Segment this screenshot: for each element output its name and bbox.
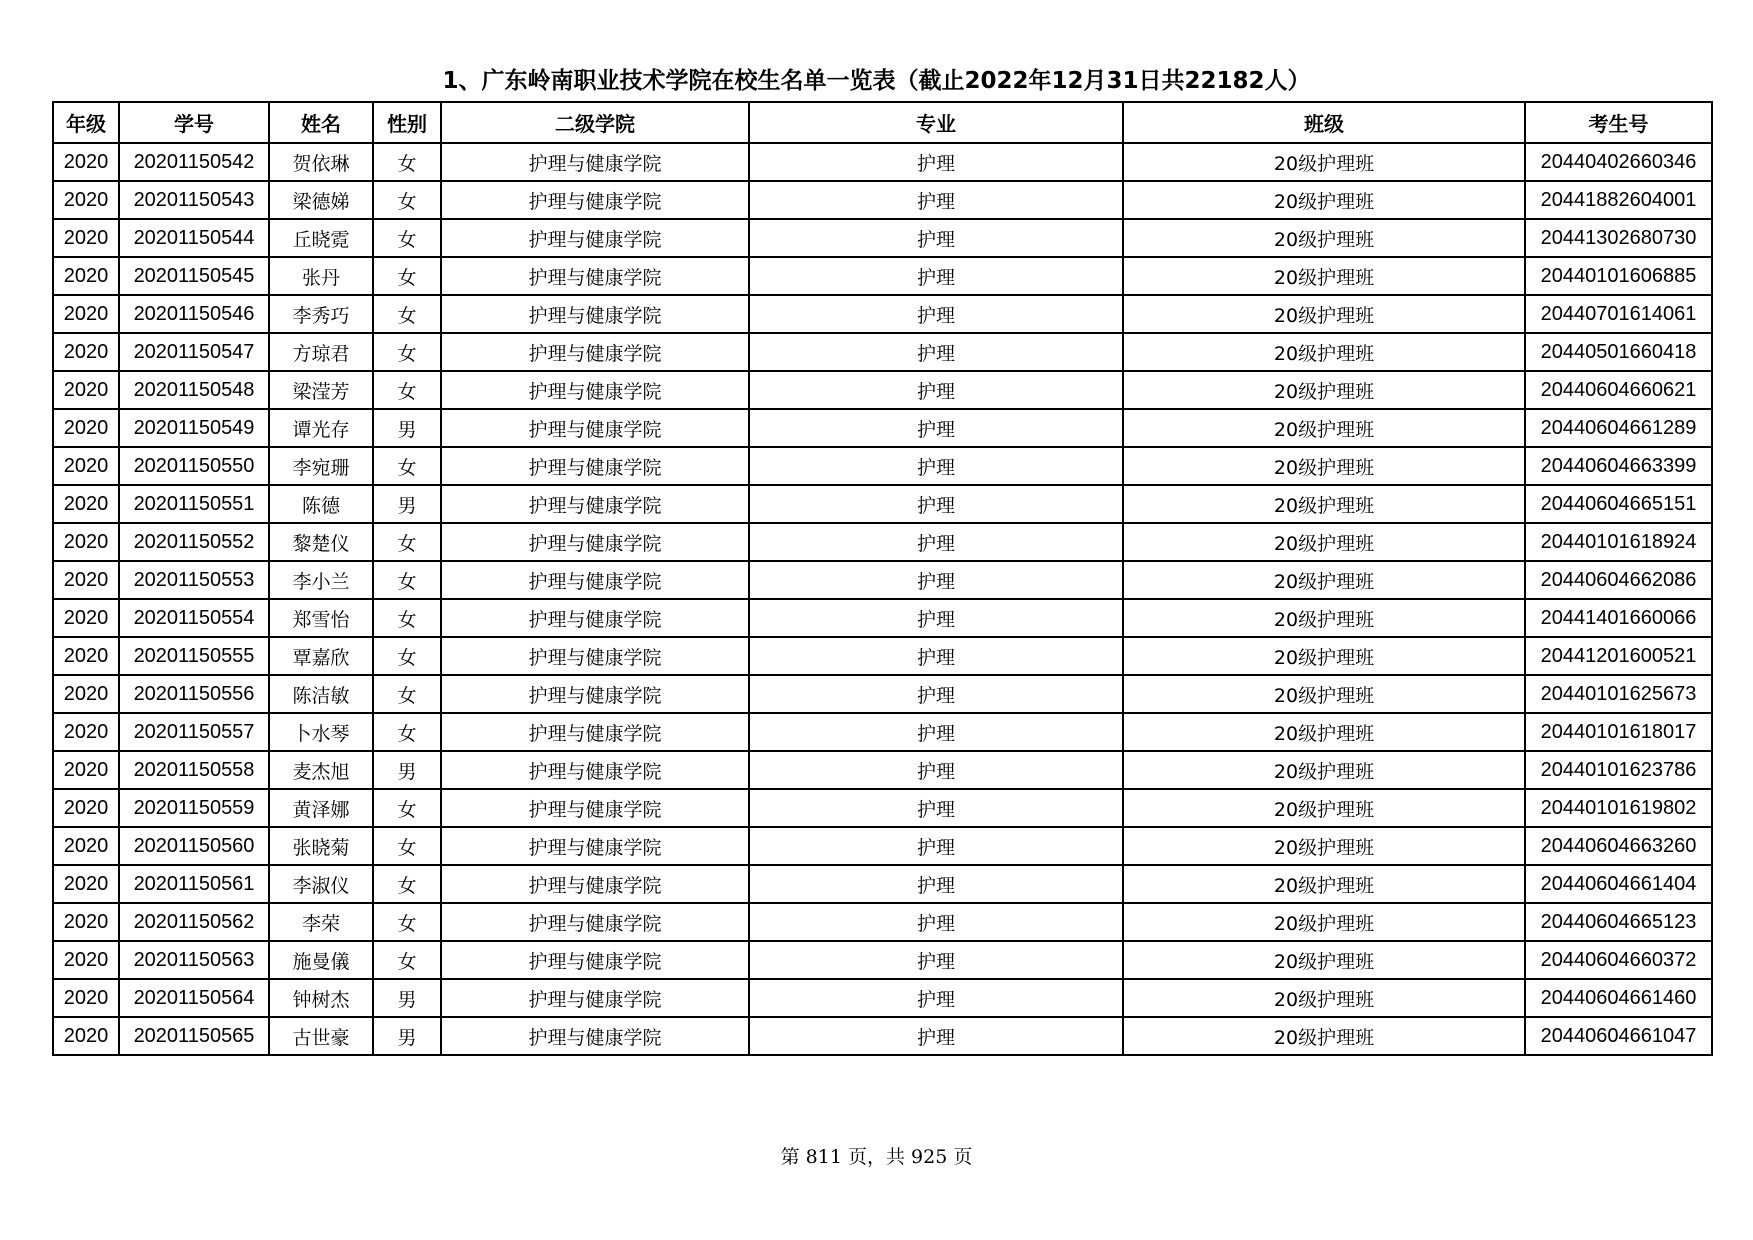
name-cell: 卜水琴 (269, 713, 373, 751)
grade-cell: 2020 (53, 751, 119, 789)
gender-cell: 女 (373, 941, 441, 979)
name-cell: 黎楚仪 (269, 523, 373, 561)
major-cell: 护理 (749, 561, 1123, 599)
gender-cell: 女 (373, 827, 441, 865)
gender-cell: 女 (373, 637, 441, 675)
name-cell: 梁德娣 (269, 181, 373, 219)
grade-cell: 2020 (53, 865, 119, 903)
table-row (53, 409, 1712, 447)
class-cell: 20级护理班 (1123, 371, 1525, 409)
name-cell: 郑雪怡 (269, 599, 373, 637)
grade-cell: 2020 (53, 485, 119, 523)
exam-id-cell: 20441201600521 (1525, 637, 1712, 675)
name-cell: 李淑仪 (269, 865, 373, 903)
class-cell: 20级护理班 (1123, 333, 1525, 371)
student-id-cell: 20201150553 (119, 561, 269, 599)
college-cell: 护理与健康学院 (441, 257, 749, 295)
name-cell: 陈洁敏 (269, 675, 373, 713)
major-cell: 护理 (749, 181, 1123, 219)
college-cell: 护理与健康学院 (441, 143, 749, 181)
major-cell: 护理 (749, 447, 1123, 485)
student-id-cell: 20201150552 (119, 523, 269, 561)
gender-cell: 女 (373, 257, 441, 295)
exam-id-cell: 20440101618924 (1525, 523, 1712, 561)
grade-cell: 2020 (53, 181, 119, 219)
exam-id-cell: 20440604663260 (1525, 827, 1712, 865)
name-cell: 施曼儀 (269, 941, 373, 979)
class-cell: 20级护理班 (1123, 637, 1525, 675)
grade-cell: 2020 (53, 447, 119, 485)
class-cell: 20级护理班 (1123, 1017, 1525, 1055)
grade-cell: 2020 (53, 675, 119, 713)
exam-id-cell: 20441302680730 (1525, 219, 1712, 257)
student-id-cell: 20201150560 (119, 827, 269, 865)
table-row (53, 1017, 1712, 1055)
name-cell: 梁滢芳 (269, 371, 373, 409)
class-cell: 20级护理班 (1123, 181, 1525, 219)
table-row (53, 827, 1712, 865)
exam-id-cell: 20440101623786 (1525, 751, 1712, 789)
student-id-cell: 20201150559 (119, 789, 269, 827)
exam-id-cell: 20440604660621 (1525, 371, 1712, 409)
grade-cell: 2020 (53, 143, 119, 181)
gender-cell: 女 (373, 371, 441, 409)
student-id-cell: 20201150557 (119, 713, 269, 751)
class-cell: 20级护理班 (1123, 257, 1525, 295)
college-cell: 护理与健康学院 (441, 599, 749, 637)
student-id-cell: 20201150544 (119, 219, 269, 257)
class-cell: 20级护理班 (1123, 675, 1525, 713)
name-cell: 陈德 (269, 485, 373, 523)
gender-cell: 男 (373, 485, 441, 523)
student-id-cell: 20201150558 (119, 751, 269, 789)
college-cell: 护理与健康学院 (441, 713, 749, 751)
table-row (53, 447, 1712, 485)
college-cell: 护理与健康学院 (441, 181, 749, 219)
exam-id-cell: 20440604661404 (1525, 865, 1712, 903)
gender-cell: 男 (373, 979, 441, 1017)
table-header-row (53, 102, 1712, 143)
name-cell: 李秀巧 (269, 295, 373, 333)
college-cell: 护理与健康学院 (441, 485, 749, 523)
class-cell: 20级护理班 (1123, 789, 1525, 827)
college-cell: 护理与健康学院 (441, 561, 749, 599)
table-row (53, 713, 1712, 751)
class-cell: 20级护理班 (1123, 713, 1525, 751)
student-id-cell: 20201150555 (119, 637, 269, 675)
class-cell: 20级护理班 (1123, 827, 1525, 865)
student-id-cell: 20201150562 (119, 903, 269, 941)
grade-cell: 2020 (53, 941, 119, 979)
name-cell: 李小兰 (269, 561, 373, 599)
grade-cell: 2020 (53, 789, 119, 827)
exam-id-cell: 20441401660066 (1525, 599, 1712, 637)
table-row (53, 181, 1712, 219)
exam-id-cell: 20441882604001 (1525, 181, 1712, 219)
page-title: 1、广东岭南职业技术学院在校生名单一览表（截止2022年12月31日共22182人） (442, 68, 1311, 94)
gender-cell: 女 (373, 713, 441, 751)
table-row (53, 903, 1712, 941)
major-cell: 护理 (749, 257, 1123, 295)
grade-cell: 2020 (53, 599, 119, 637)
table-row (53, 941, 1712, 979)
gender-cell: 女 (373, 219, 441, 257)
exam-id-cell: 20440501660418 (1525, 333, 1712, 371)
student-id-cell: 20201150543 (119, 181, 269, 219)
table-row (53, 143, 1712, 181)
table-row (53, 295, 1712, 333)
column-header-class: 班级 (1123, 102, 1525, 143)
class-cell: 20级护理班 (1123, 751, 1525, 789)
class-cell: 20级护理班 (1123, 865, 1525, 903)
major-cell: 护理 (749, 751, 1123, 789)
major-cell: 护理 (749, 333, 1123, 371)
table-row (53, 675, 1712, 713)
gender-cell: 女 (373, 903, 441, 941)
column-header-major: 专业 (749, 102, 1123, 143)
class-cell: 20级护理班 (1123, 599, 1525, 637)
page-footer: 第 811 页，共 925 页 (780, 1146, 973, 1168)
student-id-cell: 20201150554 (119, 599, 269, 637)
column-header-gender: 性别 (373, 102, 441, 143)
gender-cell: 女 (373, 789, 441, 827)
column-header-student-id: 学号 (119, 102, 269, 143)
table-row (53, 371, 1712, 409)
student-id-cell: 20201150561 (119, 865, 269, 903)
gender-cell: 女 (373, 561, 441, 599)
name-cell: 丘晓霓 (269, 219, 373, 257)
name-cell: 方琼君 (269, 333, 373, 371)
exam-id-cell: 20440604661047 (1525, 1017, 1712, 1055)
exam-id-cell: 20440402660346 (1525, 143, 1712, 181)
exam-id-cell: 20440604661460 (1525, 979, 1712, 1017)
major-cell: 护理 (749, 409, 1123, 447)
gender-cell: 男 (373, 751, 441, 789)
grade-cell: 2020 (53, 1017, 119, 1055)
major-cell: 护理 (749, 371, 1123, 409)
table-row (53, 523, 1712, 561)
major-cell: 护理 (749, 523, 1123, 561)
table-row (53, 979, 1712, 1017)
exam-id-cell: 20440604665151 (1525, 485, 1712, 523)
college-cell: 护理与健康学院 (441, 789, 749, 827)
gender-cell: 女 (373, 523, 441, 561)
college-cell: 护理与健康学院 (441, 675, 749, 713)
table-row (53, 599, 1712, 637)
table-row (53, 485, 1712, 523)
exam-id-cell: 20440604660372 (1525, 941, 1712, 979)
name-cell: 李荣 (269, 903, 373, 941)
major-cell: 护理 (749, 1017, 1123, 1055)
student-id-cell: 20201150549 (119, 409, 269, 447)
student-id-cell: 20201150547 (119, 333, 269, 371)
table-row (53, 561, 1712, 599)
student-id-cell: 20201150564 (119, 979, 269, 1017)
major-cell: 护理 (749, 637, 1123, 675)
column-header-college: 二级学院 (441, 102, 749, 143)
college-cell: 护理与健康学院 (441, 295, 749, 333)
column-header-exam-id: 考生号 (1525, 102, 1712, 143)
class-cell: 20级护理班 (1123, 903, 1525, 941)
table-row (53, 333, 1712, 371)
major-cell: 护理 (749, 485, 1123, 523)
college-cell: 护理与健康学院 (441, 409, 749, 447)
grade-cell: 2020 (53, 903, 119, 941)
exam-id-cell: 20440604665123 (1525, 903, 1712, 941)
grade-cell: 2020 (53, 409, 119, 447)
table-row (53, 865, 1712, 903)
exam-id-cell: 20440604661289 (1525, 409, 1712, 447)
class-cell: 20级护理班 (1123, 523, 1525, 561)
student-id-cell: 20201150542 (119, 143, 269, 181)
exam-id-cell: 20440101619802 (1525, 789, 1712, 827)
grade-cell: 2020 (53, 827, 119, 865)
name-cell: 李宛珊 (269, 447, 373, 485)
major-cell: 护理 (749, 903, 1123, 941)
class-cell: 20级护理班 (1123, 561, 1525, 599)
exam-id-cell: 20440101606885 (1525, 257, 1712, 295)
grade-cell: 2020 (53, 295, 119, 333)
major-cell: 护理 (749, 827, 1123, 865)
exam-id-cell: 20440604662086 (1525, 561, 1712, 599)
grade-cell: 2020 (53, 561, 119, 599)
major-cell: 护理 (749, 599, 1123, 637)
gender-cell: 女 (373, 599, 441, 637)
student-roster-table (52, 101, 1713, 1056)
grade-cell: 2020 (53, 219, 119, 257)
college-cell: 护理与健康学院 (441, 865, 749, 903)
name-cell: 麦杰旭 (269, 751, 373, 789)
exam-id-cell: 20440101618017 (1525, 713, 1712, 751)
major-cell: 护理 (749, 979, 1123, 1017)
student-id-cell: 20201150546 (119, 295, 269, 333)
college-cell: 护理与健康学院 (441, 751, 749, 789)
column-header-grade: 年级 (53, 102, 119, 143)
table-body (53, 143, 1712, 1055)
column-header-name: 姓名 (269, 102, 373, 143)
name-cell: 覃嘉欣 (269, 637, 373, 675)
major-cell: 护理 (749, 789, 1123, 827)
name-cell: 张晓菊 (269, 827, 373, 865)
grade-cell: 2020 (53, 979, 119, 1017)
gender-cell: 女 (373, 675, 441, 713)
major-cell: 护理 (749, 675, 1123, 713)
grade-cell: 2020 (53, 523, 119, 561)
class-cell: 20级护理班 (1123, 979, 1525, 1017)
major-cell: 护理 (749, 295, 1123, 333)
college-cell: 护理与健康学院 (441, 827, 749, 865)
gender-cell: 女 (373, 447, 441, 485)
college-cell: 护理与健康学院 (441, 523, 749, 561)
student-id-cell: 20201150565 (119, 1017, 269, 1055)
college-cell: 护理与健康学院 (441, 1017, 749, 1055)
grade-cell: 2020 (53, 257, 119, 295)
student-id-cell: 20201150556 (119, 675, 269, 713)
table-row (53, 257, 1712, 295)
major-cell: 护理 (749, 143, 1123, 181)
gender-cell: 男 (373, 409, 441, 447)
major-cell: 护理 (749, 941, 1123, 979)
grade-cell: 2020 (53, 333, 119, 371)
college-cell: 护理与健康学院 (441, 447, 749, 485)
college-cell: 护理与健康学院 (441, 637, 749, 675)
college-cell: 护理与健康学院 (441, 219, 749, 257)
college-cell: 护理与健康学院 (441, 979, 749, 1017)
student-id-cell: 20201150548 (119, 371, 269, 409)
college-cell: 护理与健康学院 (441, 903, 749, 941)
name-cell: 贺依琳 (269, 143, 373, 181)
gender-cell: 男 (373, 1017, 441, 1055)
grade-cell: 2020 (53, 371, 119, 409)
gender-cell: 女 (373, 295, 441, 333)
name-cell: 张丹 (269, 257, 373, 295)
name-cell: 钟树杰 (269, 979, 373, 1017)
college-cell: 护理与健康学院 (441, 371, 749, 409)
student-id-cell: 20201150563 (119, 941, 269, 979)
grade-cell: 2020 (53, 637, 119, 675)
name-cell: 古世豪 (269, 1017, 373, 1055)
table-row (53, 789, 1712, 827)
class-cell: 20级护理班 (1123, 485, 1525, 523)
gender-cell: 女 (373, 143, 441, 181)
class-cell: 20级护理班 (1123, 447, 1525, 485)
table-row (53, 751, 1712, 789)
college-cell: 护理与健康学院 (441, 941, 749, 979)
student-id-cell: 20201150551 (119, 485, 269, 523)
class-cell: 20级护理班 (1123, 143, 1525, 181)
exam-id-cell: 20440604663399 (1525, 447, 1712, 485)
table-row (53, 637, 1712, 675)
major-cell: 护理 (749, 219, 1123, 257)
gender-cell: 女 (373, 181, 441, 219)
student-id-cell: 20201150545 (119, 257, 269, 295)
name-cell: 黄泽娜 (269, 789, 373, 827)
major-cell: 护理 (749, 865, 1123, 903)
major-cell: 护理 (749, 713, 1123, 751)
class-cell: 20级护理班 (1123, 219, 1525, 257)
gender-cell: 女 (373, 333, 441, 371)
exam-id-cell: 20440701614061 (1525, 295, 1712, 333)
gender-cell: 女 (373, 865, 441, 903)
student-id-cell: 20201150550 (119, 447, 269, 485)
class-cell: 20级护理班 (1123, 941, 1525, 979)
grade-cell: 2020 (53, 713, 119, 751)
class-cell: 20级护理班 (1123, 295, 1525, 333)
name-cell: 谭光存 (269, 409, 373, 447)
class-cell: 20级护理班 (1123, 409, 1525, 447)
table-row (53, 219, 1712, 257)
exam-id-cell: 20440101625673 (1525, 675, 1712, 713)
college-cell: 护理与健康学院 (441, 333, 749, 371)
